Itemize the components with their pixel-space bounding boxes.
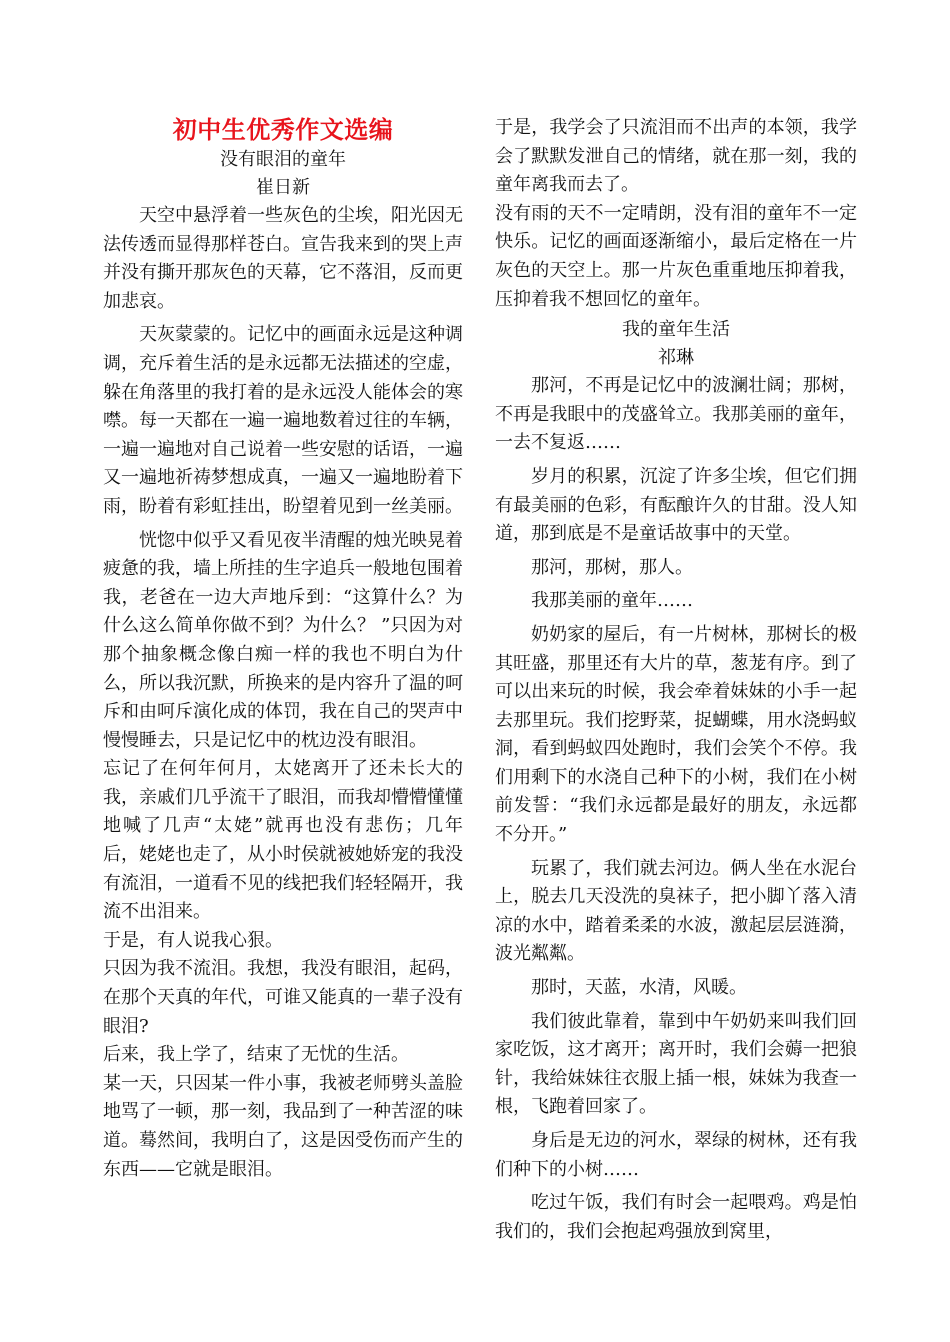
essay2-paragraph: 岁月的积累，沉淀了许多尘埃，但它们拥有最美丽的色彩，有酝酿许久的甘甜。没人知道，那到底是不是童话故事中的天堂。: [495, 465, 857, 545]
left-column: [103, 114, 463, 1184]
essay1-paragraph: 某一天，只因某一件小事，我被老师劈头盖脸地骂了一顿，那一刻，我品到了一种苦涩的味道。蓦然间，我明白了，这是因受伤而产生的东西——它就是眼泪。: [103, 1072, 463, 1180]
essay2-paragraph: 吃过午饭，我们有时会一起喂鸡。鸡是怕我们的，我们会抱起鸡强放到窝里，: [495, 1192, 857, 1242]
essay1-paragraph: 于是，有人说我心狠。: [103, 929, 283, 951]
essay1-author: 崔日新: [256, 177, 310, 198]
right-column: [495, 114, 857, 1246]
essay2-paragraph: 我那美丽的童年……: [531, 590, 693, 612]
essay2-paragraph: 奶奶家的屋后，有一片树林，那树长的极其旺盛，那里还有大片的草，葱茏有序。到了可以出来玩的时候，我会牵着妹妹的小手一起去那里玩。我们挖野菜，捉蝴蝶，用水浇蚂蚁洞，看到蚂蚁四处跑时，我们会笑个不停。我们用剩下的水浇自己种下的小树，我们在小树前发誓：“我们永远都是最好的朋友，永远都不分开。”: [495, 623, 857, 846]
essay2-paragraph: 那河，那树，那人。: [531, 556, 693, 578]
document-title: 初中生优秀作文选编: [172, 115, 394, 144]
essay2-author: 祁琳: [658, 347, 694, 369]
essay2-paragraph: 那时，天蓝，水清，风暖。: [531, 977, 747, 999]
essay1-paragraph: 于是，我学会了只流泪而不出声的本领，我学会了默默发泄自己的情绪，就在那一刻，我的童年离我而去了。: [495, 117, 857, 196]
essay2-heading: 我的童年生活: [622, 319, 730, 341]
essay1-paragraph: 没有雨的天不一定晴朗，没有泪的童年不一定快乐。记忆的画面逐渐缩小，最后定格在一片灰色的天空上。那一片灰色重重地压抑着我，压抑着我不想回忆的童年。: [495, 202, 857, 310]
essay2-paragraph: 那河，不再是记忆中的波澜壮阔；那树，不再是我眼中的茂盛耸立。我那美丽的童年，一去不复返……: [495, 375, 857, 454]
essay1-paragraph: 恍惚中似乎又看见夜半清醒的烛光映晃着疲惫的我，墙上所挂的生字追兵一般地包围着我，老爸在一边大声地斥到：“这算什么？为什么这么简单你做不到？为什么？ ”只因为对那个抽象概念像白痴一样的我也不明白为什么，所以我沉默，所换来的是内容升了温的呵斥和由呵斥演化成的体罚，我在自己的哭声中慢慢睡去，只是记忆中的枕边没有眼泪。: [103, 529, 463, 751]
essay2-paragraph: 玩累了，我们就去河边。俩人坐在水泥台上，脱去几天没洗的臭袜子，把小脚丫落入清凉的水中，踏着柔柔的水波，激起层层涟漪，波光粼粼。: [495, 857, 857, 965]
essay2-paragraph: 身后是无边的河水，翠绿的树林，还有我们种下的小树……: [495, 1130, 857, 1180]
essay2-paragraph: 我们彼此靠着，靠到中午奶奶来叫我们回家吃饭，这才离开；离开时，我们会薅一把狼针，我给妹妹往衣服上插一根，妹妹为我查一根，飞跑着回家了。: [495, 1010, 857, 1118]
essay1-paragraph: 后来，我上学了，结束了无忧的生活。: [103, 1044, 409, 1066]
essay1-paragraph: 天空中悬浮着一些灰色的尘埃，阳光因无法传透而显得那样苍白。宣告我来到的哭上声并没有撕开那灰色的天幕，它不落泪，反而更加悲哀。: [103, 205, 463, 312]
essay1-paragraph: 忘记了在何年何月，太姥离开了还未长大的我，亲戚们几乎流干了眼泪，而我却懵懵懂懂地喊了几声“太姥”就再也没有悲伤；几年后，姥姥也走了，从小时侯就被她娇宠的我没有流泪，一道看不见的线把我们轻轻隔开，我流不出泪来。: [103, 758, 463, 923]
essay1-paragraph: 天灰蒙蒙的。记忆中的画面永远是这种调调，充斥着生活的是永远都无法描述的空虚，躲在角落里的我打着的是永远没人能体会的寒噤。每一天都在一遍一遍地数着过往的车辆，一遍一遍地对自己说着一些安慰的话语，一遍又一遍地祈祷梦想成真，一遍又一遍地盼着下雨，盼着有彩虹挂出，盼望着见到一丝美丽。: [103, 324, 463, 517]
essay1-heading: 没有眼泪的童年: [220, 149, 346, 170]
essay1-paragraph: 只因为我不流泪。我想，我没有眼泪，起码，在那个天真的年代，可谁又能真的一辈子没有眼泪?: [103, 958, 463, 1037]
